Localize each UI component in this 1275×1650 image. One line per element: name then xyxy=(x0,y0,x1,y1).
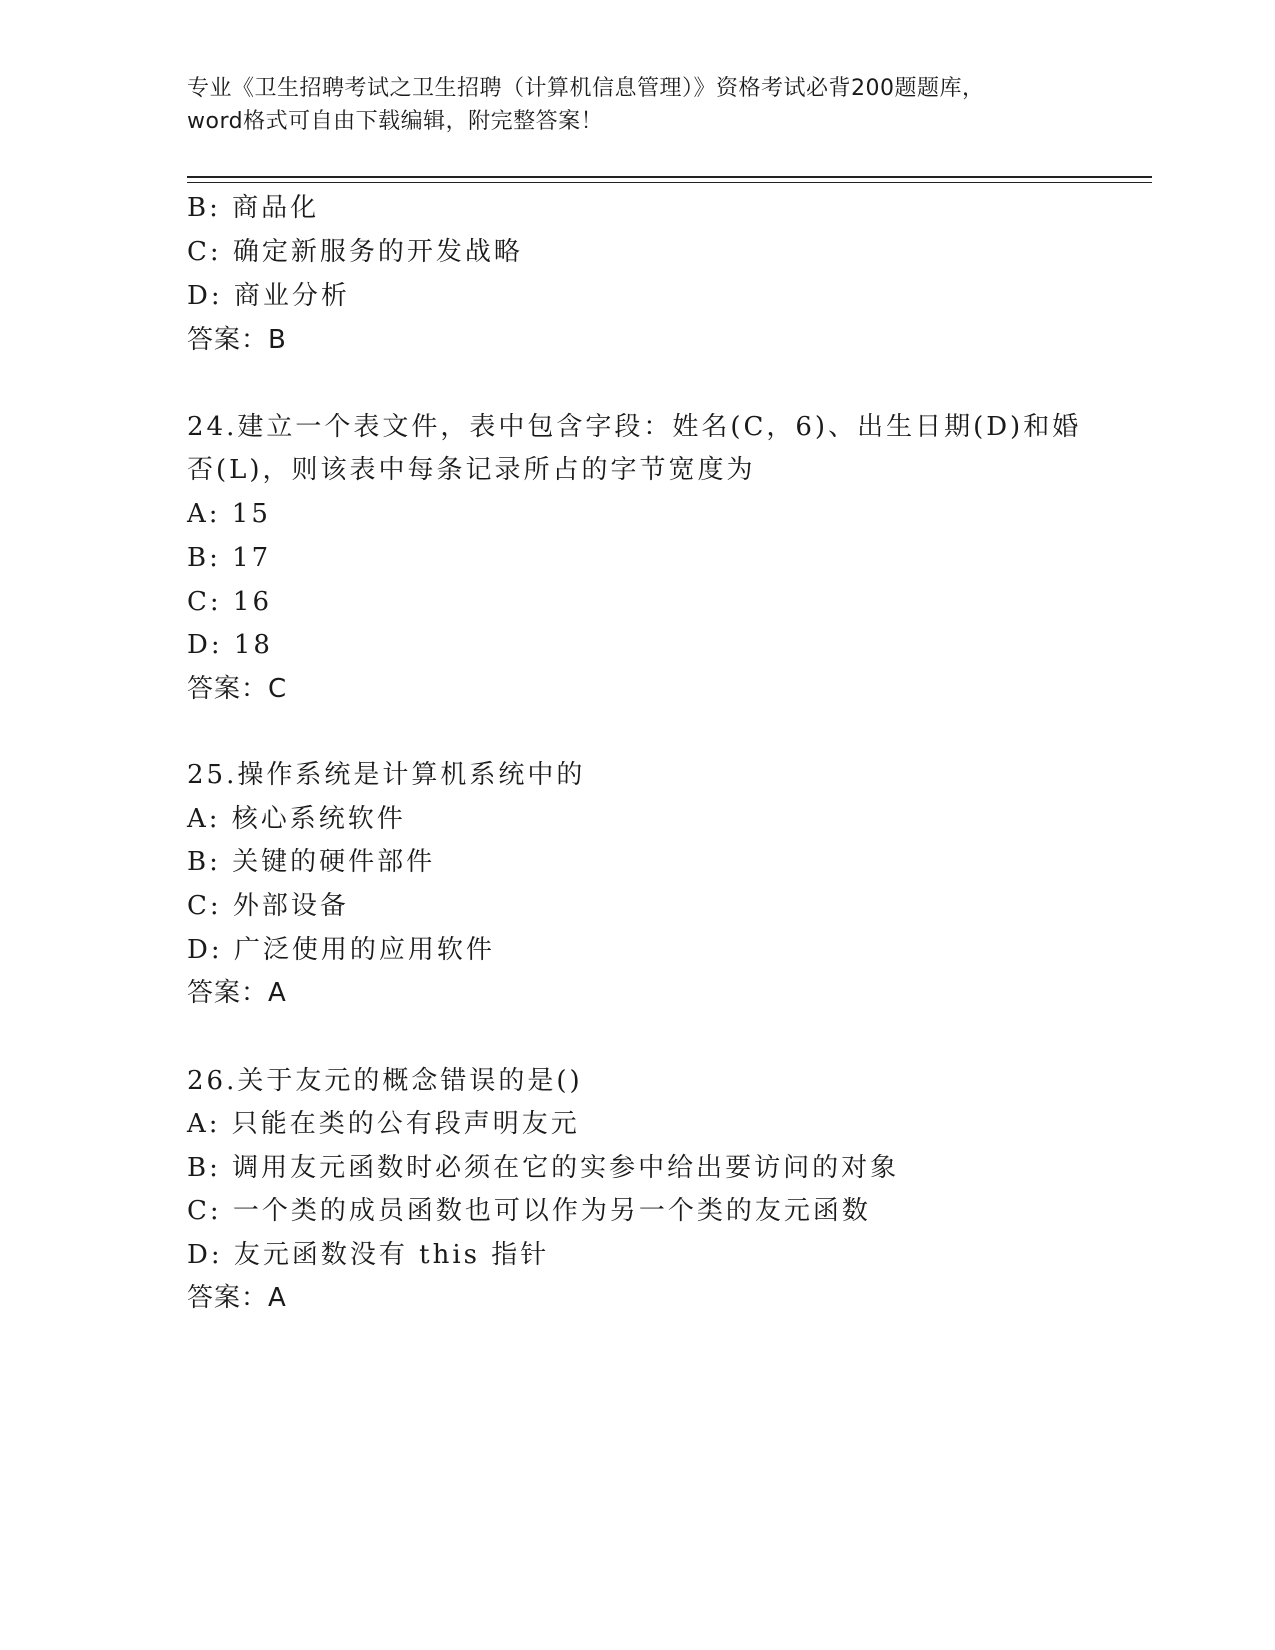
q26-answer: 答案：A xyxy=(187,1283,287,1313)
q24-option-c: C: 16 xyxy=(187,587,273,617)
q25-option-a: A: 核心系统软件 xyxy=(187,804,406,834)
q23-option-d: D: 商业分析 xyxy=(187,281,350,311)
q25-answer: 答案：A xyxy=(187,978,287,1008)
q25-stem: 25.操作系统是计算机系统中的 xyxy=(187,760,586,790)
header-line-2: word格式可自由下载编辑，附完整答案！ xyxy=(187,109,604,134)
header-line-1: 专业《卫生招聘考试之卫生招聘（计算机信息管理）》资格考试必背200题题库， xyxy=(187,76,985,101)
document-header xyxy=(187,72,1087,138)
q26-option-c: C: 一个类的成员函数也可以作为另一个类的友元函数 xyxy=(187,1196,871,1226)
q25-option-c: C: 外部设备 xyxy=(187,891,349,921)
q24-stem-line-2: 否(L)，则该表中每条记录所占的字节宽度为 xyxy=(187,455,756,485)
header-divider-thick xyxy=(187,176,1152,178)
header-divider-thin xyxy=(187,182,1152,183)
q23-answer: 答案：B xyxy=(187,325,287,355)
q24-option-d: D: 18 xyxy=(187,630,273,660)
q26-option-b: B: 调用友元函数时必须在它的实参中给出要访问的对象 xyxy=(187,1153,900,1183)
q24-option-a: A: 15 xyxy=(187,499,271,529)
q23-option-b: B: 商品化 xyxy=(187,193,320,223)
q24-stem-line-1: 24.建立一个表文件，表中包含字段：姓名(C，6)、出生日期(D)和婚 xyxy=(187,412,1082,442)
q26-option-a: A: 只能在类的公有段声明友元 xyxy=(187,1109,580,1139)
q26-option-d: D: 友元函数没有 this 指针 xyxy=(187,1240,550,1270)
q25-option-d: D: 广泛使用的应用软件 xyxy=(187,935,495,965)
q25-option-b: B: 关键的硬件部件 xyxy=(187,847,436,877)
q23-option-c: C: 确定新服务的开发战略 xyxy=(187,237,523,267)
q24-option-b: B: 17 xyxy=(187,543,272,573)
q26-stem: 26.关于友元的概念错误的是() xyxy=(187,1066,583,1096)
q24-answer: 答案：C xyxy=(187,674,288,704)
